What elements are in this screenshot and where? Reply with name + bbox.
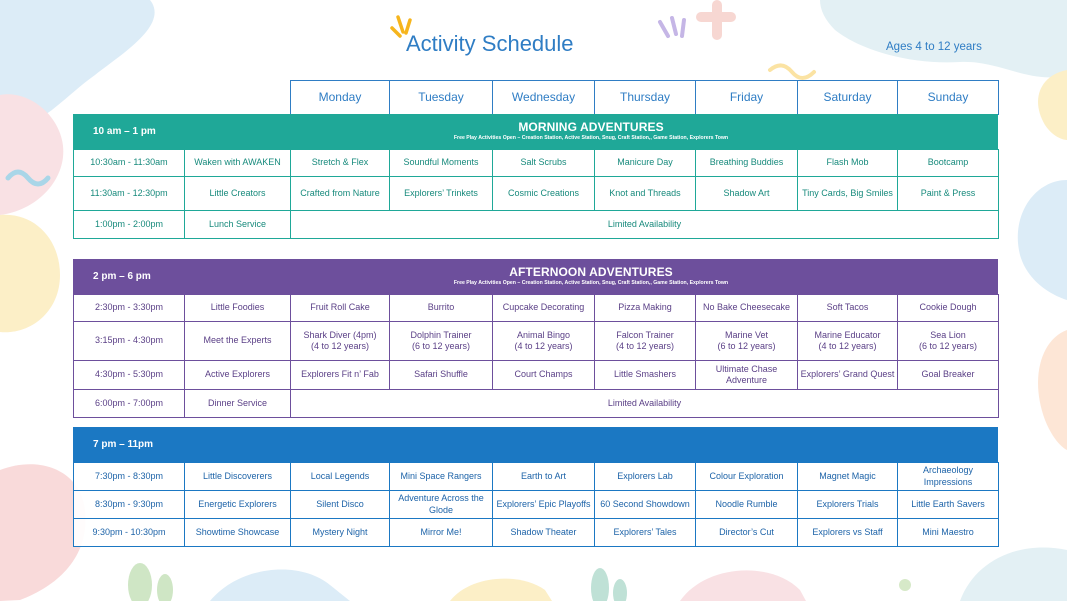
program-cell: Showtime Showcase (185, 519, 291, 547)
afternoon-subtitle: Free Play Activities Open – Creation Station, Active Station, Snug, Craft Station,, Game Station, Explorers Town (453, 280, 729, 286)
day-header-row (290, 80, 999, 115)
activity-cell (798, 322, 898, 361)
activity-cell: Pizza Making (595, 295, 696, 322)
program-cell: Dinner Service (185, 390, 291, 418)
activity-cell: Mirror Me! (390, 519, 493, 547)
evening-table (73, 462, 999, 547)
activity-cell: Manicure Day (595, 150, 696, 177)
activity-cell: Noodle Rumble (696, 491, 798, 519)
activity-ages: (4 to 12 years) (615, 341, 675, 351)
activity-cell: Magnet Magic (798, 463, 898, 491)
day-header-thursday: Thursday (595, 81, 696, 115)
afternoon-time-range: 2 pm – 6 pm (93, 271, 151, 282)
program-cell: Little Creators (185, 177, 291, 211)
activity-cell: Stretch & Flex (291, 150, 390, 177)
activity-cell: Explorers’ Epic Playoffs (493, 491, 595, 519)
activity-cell: Local Legends (291, 463, 390, 491)
activity-ages: (6 to 12 years) (918, 341, 978, 351)
activity-cell (595, 322, 696, 361)
table-row (74, 322, 999, 361)
time-cell: 2:30pm - 3:30pm (74, 295, 185, 322)
lunch-row (74, 211, 999, 239)
activity-ages: (6 to 12 years) (717, 341, 776, 351)
time-cell: 4:30pm - 5:30pm (74, 361, 185, 390)
time-cell: 8:30pm - 9:30pm (74, 491, 185, 519)
day-header-cells (291, 81, 999, 115)
program-cell: Little Discoverers (185, 463, 291, 491)
activity-cell: Shadow Art (696, 177, 798, 211)
activity-ages: (4 to 12 years) (514, 341, 573, 351)
activity-cell: Colour Exploration (696, 463, 798, 491)
day-header-saturday: Saturday (798, 81, 898, 115)
time-cell: 11:30am - 12:30pm (74, 177, 185, 211)
page-title: Activity Schedule (406, 31, 574, 56)
activity-cell: Cupcake Decorating (493, 295, 595, 322)
activity-cell: Court Champs (493, 361, 595, 390)
availability-note: Limited Availability (291, 211, 999, 239)
morning-title: MORNING ADVENTURES (518, 120, 664, 134)
afternoon-header (73, 259, 998, 294)
activity-cell: Archaeology Impressions (898, 463, 999, 491)
morning-table (73, 149, 999, 239)
activity-ages: (4 to 12 years) (310, 341, 370, 351)
activity-cell: 60 Second Showdown (595, 491, 696, 519)
evening-header (73, 427, 998, 462)
table-row (74, 295, 999, 322)
activity-cell: No Bake Cheesecake (696, 295, 798, 322)
day-header-friday: Friday (696, 81, 798, 115)
activity-cell: Crafted from Nature (291, 177, 390, 211)
activity-cell (493, 322, 595, 361)
morning-section (73, 114, 998, 239)
time-cell: 6:00pm - 7:00pm (74, 390, 185, 418)
activity-cell: Mystery Night (291, 519, 390, 547)
activity-cell: Little Smashers (595, 361, 696, 390)
time-cell: 1:00pm - 2:00pm (74, 211, 185, 239)
activity-name: Falcon Trainer (616, 329, 674, 340)
morning-time-range: 10 am – 1 pm (93, 126, 156, 137)
activity-cell: Soundful Moments (390, 150, 493, 177)
activity-cell: Safari Shuffle (390, 361, 493, 390)
activity-name: Shark Diver (4pm) (303, 329, 377, 340)
activity-ages: (4 to 12 years) (818, 341, 877, 351)
day-header-monday: Monday (291, 81, 390, 115)
evening-time-range: 7 pm – 11pm (93, 439, 154, 450)
activity-cell: Soft Tacos (798, 295, 898, 322)
table-row (74, 519, 999, 547)
activity-cell: Earth to Art (493, 463, 595, 491)
table-row (74, 361, 999, 390)
activity-cell (696, 322, 798, 361)
time-cell: 10:30am - 11:30am (74, 150, 185, 177)
activity-cell (390, 322, 493, 361)
activity-cell: Shadow Theater (493, 519, 595, 547)
afternoon-title-block (184, 259, 998, 294)
activity-cell: Little Earth Savers (898, 491, 999, 519)
age-range: Ages 4 to 12 years (886, 41, 982, 53)
activity-name: Dolphin Trainer (410, 329, 472, 340)
activity-cell: Silent Disco (291, 491, 390, 519)
activity-cell: Explorers Fit n’ Fab (291, 361, 390, 390)
activity-cell: Cosmic Creations (493, 177, 595, 211)
activity-name: Animal Bingo (516, 329, 571, 340)
availability-note: Limited Availability (291, 390, 999, 418)
activity-cell: Explorers vs Staff (798, 519, 898, 547)
activity-cell: Ultimate Chase Adventure (696, 361, 798, 390)
activity-cell: Director’s Cut (696, 519, 798, 547)
table-row (74, 177, 999, 211)
time-cell: 9:30pm - 10:30pm (74, 519, 185, 547)
activity-name: Marine Educator (814, 329, 881, 340)
program-cell: Lunch Service (185, 211, 291, 239)
table-row (74, 463, 999, 491)
day-header-sunday: Sunday (898, 81, 999, 115)
morning-subtitle: Free Play Activities Open – Creation Station, Active Station, Snug, Craft Station,, Game Station, Explorers Town (453, 135, 729, 141)
evening-section (73, 427, 998, 547)
activity-cell: Fruit Roll Cake (291, 295, 390, 322)
activity-cell: Burrito (390, 295, 493, 322)
time-cell: 7:30pm - 8:30pm (74, 463, 185, 491)
activity-cell (291, 322, 390, 361)
activity-cell: Tiny Cards, Big Smiles (798, 177, 898, 211)
activity-name: Marine Vet (724, 329, 769, 340)
afternoon-title: AFTERNOON ADVENTURES (509, 265, 673, 279)
program-cell: Active Explorers (185, 361, 291, 390)
activity-name: Sea Lion (930, 329, 966, 340)
afternoon-section (73, 259, 998, 418)
activity-cell: Mini Maestro (898, 519, 999, 547)
activity-cell: Explorers’ Tales (595, 519, 696, 547)
table-row (74, 491, 999, 519)
evening-title-block (184, 427, 998, 462)
activity-cell: Salt Scrubs (493, 150, 595, 177)
morning-header (73, 114, 998, 149)
activity-cell: Cookie Dough (898, 295, 999, 322)
activity-cell: Adventure Across the Glode (390, 491, 493, 519)
activity-cell: Explorers Lab (595, 463, 696, 491)
morning-title-block (184, 114, 998, 149)
activity-cell: Explorers Trials (798, 491, 898, 519)
activity-cell: Flash Mob (798, 150, 898, 177)
table-row (74, 150, 999, 177)
activity-cell: Explorers’ Grand Quest (798, 361, 898, 390)
program-cell: Little Foodies (185, 295, 291, 322)
activity-cell: Paint & Press (898, 177, 999, 211)
dinner-row (74, 390, 999, 418)
time-cell: 3:15pm - 4:30pm (74, 322, 185, 361)
activity-cell (898, 322, 999, 361)
activity-ages: (6 to 12 years) (411, 341, 471, 351)
program-cell: Waken with AWAKEN (185, 150, 291, 177)
activity-cell: Knot and Threads (595, 177, 696, 211)
program-cell: Meet the Experts (185, 322, 291, 361)
activity-cell: Mini Space Rangers (390, 463, 493, 491)
program-cell: Energetic Explorers (185, 491, 291, 519)
activity-cell: Breathing Buddies (696, 150, 798, 177)
day-header-wednesday: Wednesday (493, 81, 595, 115)
activity-cell: Explorers’ Trinkets (390, 177, 493, 211)
day-header-tuesday: Tuesday (390, 81, 493, 115)
activity-cell: Bootcamp (898, 150, 999, 177)
activity-cell: Goal Breaker (898, 361, 999, 390)
afternoon-table (73, 294, 999, 418)
